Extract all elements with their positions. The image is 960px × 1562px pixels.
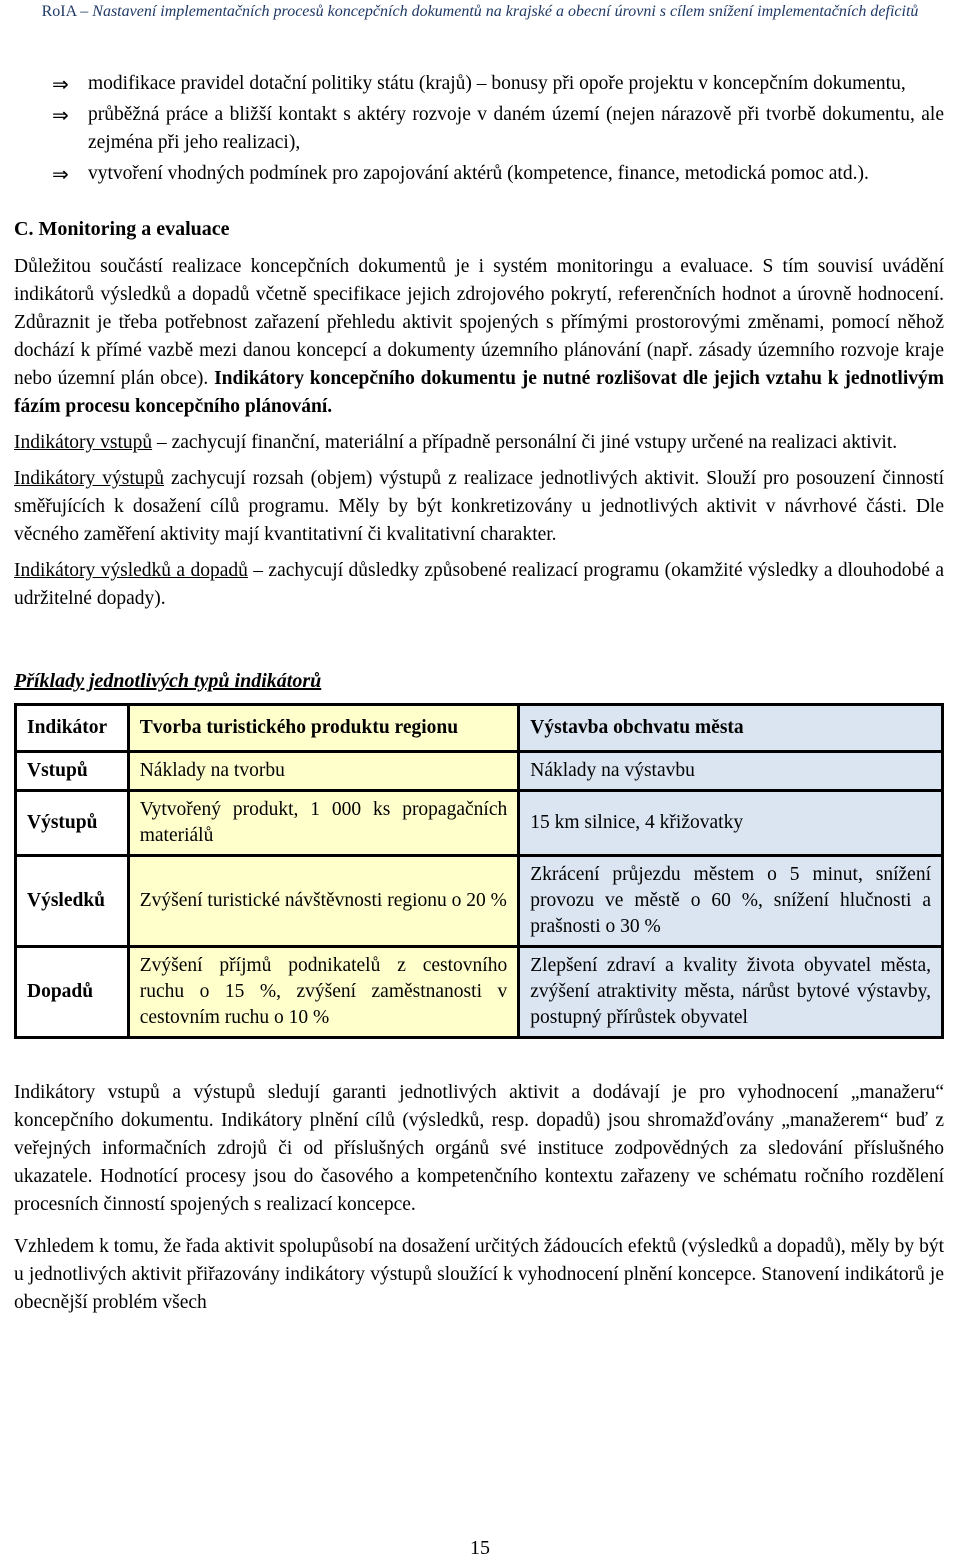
table-header-cell: Výstavba obchvatu města (519, 705, 943, 752)
table-cell: Zvýšení turistické návštěvnosti regionu o 20 % (128, 856, 519, 947)
term-results: Indikátory výsledků a dopadů (14, 560, 248, 581)
table-header-row (16, 705, 943, 752)
table-row (16, 856, 943, 947)
table-cell: Výsledků (16, 856, 129, 947)
table-cell: Dopadů (16, 947, 129, 1038)
header-prefix: RoIA – (41, 3, 93, 20)
list-item: ⇒ vytvoření vhodných podmínek pro zapojování aktérů (kompetence, finance, metodická pomoc atd.). (52, 162, 869, 186)
bold-statement: Indikátory koncepčního dokumentu je nutné rozlišovat dle jejich vztahu k jednotlivým fázím procesu koncepčního plánování. (14, 368, 944, 417)
list-item: ⇒ modifikace pravidel dotační politiky státu (krajů) – bonusy při opoře projektu v koncepčním dokumentu, (52, 72, 906, 96)
paragraph-monitoring: Důležitou součástí realizace koncepčních dokumentů je i systém monitoringu a evaluace. S tím souvisí uvádění indikátorů výsledků a dopadů včetně specifikace jejich zdrojového pokrytí, referenčních hodnot a úrovně hodnocení. Zdůraznit je třeba potřebnost zařazení přehledu aktivit spojených s přímými prostorovými změnami, pomocí něhož dochází k přímé vazbě mezi danou koncepcí a dokumenty územního plánování (např. zásady územního rozvoje kraje nebo územní plán obce). Indikátory koncepčního dokumentu je nutné rozlišovat dle jejich vztahu k jednotlivým fázím procesu koncepčního plánování. (14, 256, 944, 417)
table-cell: 15 km silnice, 4 křižovatky (519, 791, 943, 856)
page-number: 15 (470, 1537, 490, 1559)
list-item: ⇒ průběžná práce a bližší kontakt s aktéry rozvoje v daném území (nejen nárazově při tvorbě dokumentu, ale zejména při jeho realizaci), (52, 103, 944, 153)
term-inputs: Indikátory vstupů (14, 432, 153, 453)
paragraph-after-2: Vzhledem k tomu, že řada aktivit spolupůsobí na dosažení určitých žádoucích efektů (výsledků a dopadů), měly by být u jednotlivých aktivit přiřazovány indikátory výstupů sloužící k vyhodnocení plnění koncepce. Stanovení indikátorů je obecnější problém všech (14, 1236, 944, 1313)
table-cell: Zkrácení průjezdu městem o 5 minut, snížení provozu ve městě o 60 %, snížení hlučnosti a prašnosti o 30 % (519, 856, 943, 947)
indicator-table (14, 703, 944, 1039)
paragraph-after-1: Indikátory vstupů a výstupů sledují garanti jednotlivých aktivit a dodávají je pro vyhodnocení „manažeru“ koncepčního dokumentu. Indikátory plnění cílů (výsledků, resp. dopadů) jsou shromažďovány „manažerem“ buď z veřejných informačních zdrojů či od příslušných orgánů své instituce zodpovědných za sledování příslušného ukazatele. Hodnotící procesy jsou do časového a kompetenčního kontextu zařazeny ve schématu ročního rozdělení procesních činností spojených s realizací koncepce. (14, 1082, 944, 1215)
table-cell: Vstupů (16, 752, 129, 791)
table-row (16, 947, 943, 1038)
page-header (0, 2, 960, 22)
table-cell: Výstupů (16, 791, 129, 856)
table-cell: Zvýšení příjmů podnikatelů z cestovního ruchu o 15 %, zvýšení zaměstnanosti v cestovním ruchu o 10 % (128, 947, 519, 1038)
table-header-cell: Indikátor (16, 705, 129, 752)
table-row (16, 752, 943, 791)
section-heading: C. Monitoring a evaluace (14, 218, 230, 240)
double-right-arrow-icon: ⇒ (52, 72, 69, 96)
header-title: Nastavení implementačních procesů koncepčních dokumentů na krajské a obecní úrovni s cílem snížení implementačních deficitů (92, 3, 919, 20)
table-cell: Náklady na výstavbu (519, 752, 943, 791)
table-row (16, 791, 943, 856)
table-cell: Zlepšení zdraví a kvality života obyvatel města, zvýšení atraktivity města, nárůst bytové výstavby, postupný přírůstek obyvatel (519, 947, 943, 1038)
double-right-arrow-icon: ⇒ (52, 103, 69, 127)
double-right-arrow-icon: ⇒ (52, 162, 69, 186)
paragraph-outputs: Indikátory výstupů zachycují rozsah (objem) výstupů z realizace jednotlivých aktivit. Slouží pro posouzení činností směřujících k dosažení cílů programu. Měly by být konkretizovány u jednotlivých aktivit v návrhové části. Dle věcného zaměření aktivity mají kvantitativní či kvalitativní charakter. (14, 468, 944, 545)
table-cell: Vytvořený produkt, 1 000 ks propagačních materiálů (128, 791, 519, 856)
document-body (14, 70, 944, 1325)
table-title: Příklady jednotlivých typů indikátorů (14, 670, 322, 692)
table-header-cell: Tvorba turistického produktu regionu (128, 705, 519, 752)
bullet-list (14, 70, 944, 188)
paragraph-inputs: Indikátory vstupů – zachycují finanční, materiální a případně personální či jiné vstupy určené na realizaci aktivit. (14, 432, 898, 453)
table-cell: Náklady na tvorbu (128, 752, 519, 791)
paragraph-results: Indikátory výsledků a dopadů – zachycují důsledky způsobené realizací programu (okamžité výsledky a dlouhodobé a udržitelné dopady). (14, 560, 944, 609)
term-outputs: Indikátory výstupů (14, 468, 164, 489)
